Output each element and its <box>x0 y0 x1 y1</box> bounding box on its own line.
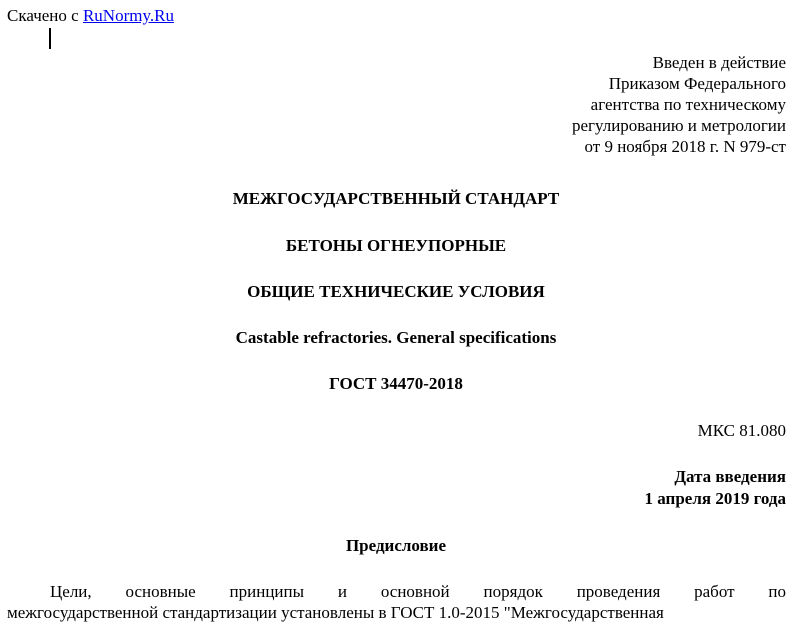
preface-line: межгосударственной стандартизации установлены в ГОСТ 1.0-2015 "Межгосударственная <box>7 603 664 622</box>
source-line <box>7 6 174 26</box>
standard-subtitle-heading: ОБЩИЕ ТЕХНИЧЕСКИЕ УСЛОВИЯ <box>247 282 545 301</box>
text-cursor <box>49 28 51 49</box>
approval-line: Приказом Федерального <box>608 74 786 93</box>
english-title: Castable refractories. General specifications <box>235 328 557 347</box>
intro-date-value: 1 апреля 2019 года <box>644 489 786 508</box>
approval-line: агентства по техническому <box>590 95 786 114</box>
source-link[interactable]: RuNormy.Ru <box>82 6 174 25</box>
approval-line: регулированию и метрологии <box>571 116 786 135</box>
intro-date-label: Дата введения <box>674 467 786 486</box>
mks-code: МКС 81.080 <box>697 421 786 440</box>
standard-type-heading: МЕЖГОСУДАРСТВЕННЫЙ СТАНДАРТ <box>232 189 560 208</box>
preface-title: Предисловие <box>345 536 447 555</box>
preface-line: Цели, основные принципы и основной порядок проведения работ по <box>50 582 786 601</box>
preface-paragraph <box>7 581 786 623</box>
source-prefix: Скачено с <box>7 6 79 25</box>
approval-line: Введен в действие <box>652 53 786 72</box>
standard-title-heading: БЕТОНЫ ОГНЕУПОРНЫЕ <box>285 236 507 255</box>
approval-block <box>572 52 786 157</box>
approval-line: от 9 ноября 2018 г. N 979-ст <box>584 137 786 156</box>
standard-number: ГОСТ 34470-2018 <box>329 374 463 393</box>
